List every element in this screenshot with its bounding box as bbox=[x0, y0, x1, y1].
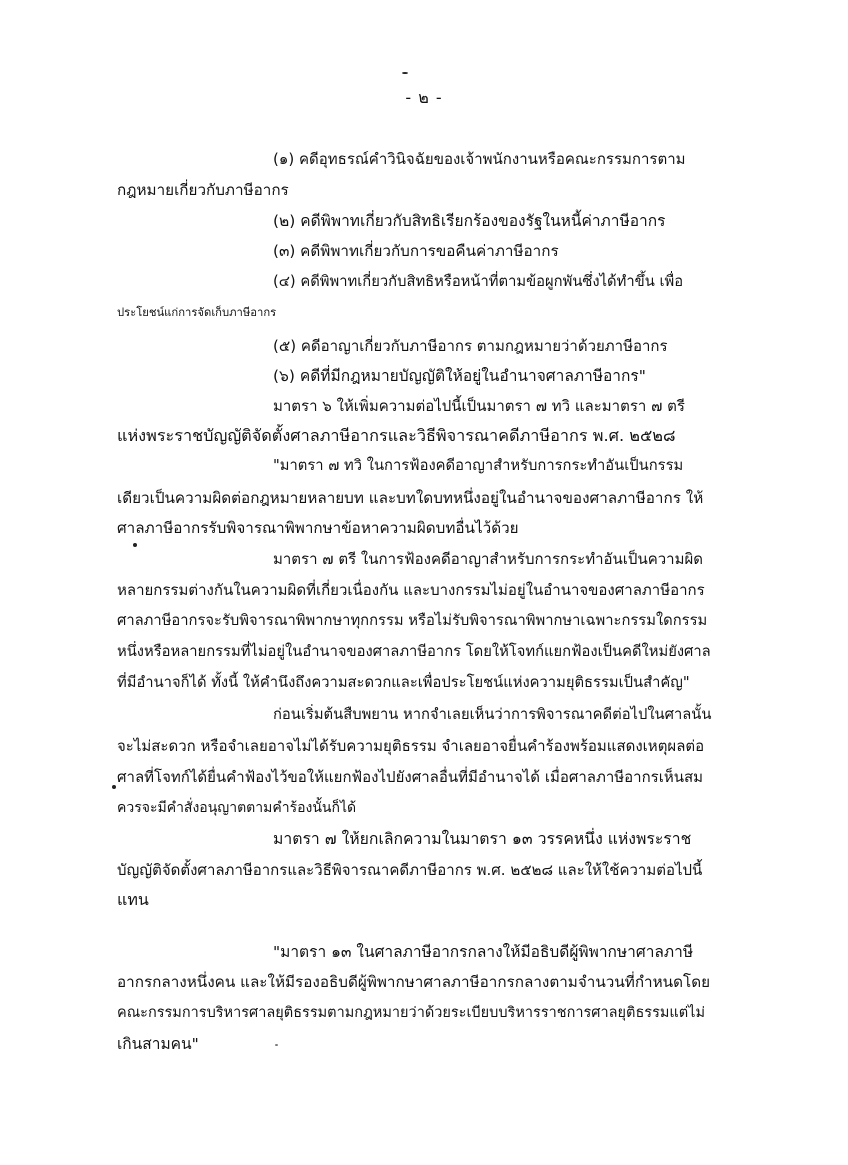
text-line: มาตรา ๖ ให้เพิ่มความต่อไปนี้เป็นมาตรา ๗ ทวิ และมาตรา ๗ ตรี bbox=[273, 397, 685, 415]
text-line: อากรกลางหนึ่งคน และให้มีรองอธิบดีผู้พิพากษาศาลภาษีอากรกลางตามจำนวนที่กำหนดโดย bbox=[117, 973, 711, 991]
text-line: (๕) คดีอาญาเกี่ยวกับภาษีอากร ตามกฎหมายว่าด้วยภาษีอากร bbox=[273, 337, 668, 355]
text-line: แทน bbox=[117, 890, 149, 909]
text-line: (๑) คดีอุทธรณ์คำวินิจฉัยของเจ้าพนักงานหรือคณะกรรมการตาม bbox=[273, 150, 686, 168]
text-line: แห่งพระราชบัญญัติจัดตั้งศาลภาษีอากรและวิธีพิจารณาคดีภาษีอากร พ.ศ. ๒๕๒๘ bbox=[117, 426, 676, 445]
text-line: ประโยชน์แก่การจัดเก็บภาษีอากร bbox=[117, 306, 277, 319]
text-line: มาตรา ๗ ให้ยกเลิกความในมาตรา ๑๓ วรรคหนึ่ง แห่งพระราช bbox=[273, 829, 692, 848]
text-line: "มาตรา ๑๓ ในศาลภาษีอากรกลางให้มีอธิบดีผู้พิพากษาศาลภาษี bbox=[273, 943, 694, 961]
text-line: ศาลที่โจทก์ได้ยื่นคำฟ้องไว้ขอให้แยกฟ้องไปยังศาลอื่นที่มีอำนาจได้ เมื่อศาลภาษีอากรเห็นสม bbox=[117, 768, 704, 786]
text-line: ศาลภาษีอากรจะรับพิจารณาพิพากษาทุกกรรม หรือไม่รับพิจารณาพิพากษาเฉพาะกรรมใดกรรม bbox=[117, 612, 708, 629]
text-line: เกินสามคน" bbox=[117, 1035, 199, 1053]
text-line: เดียวเป็นความผิดต่อกฎหมายหลายบท และบทใดบทหนึ่งอยู่ในอำนาจของศาลภาษีอากร ให้ bbox=[117, 489, 704, 507]
scan-speck bbox=[402, 72, 408, 74]
text-line: ควรจะมีคำสั่งอนุญาตตามคำร้องนั้นก็ได้ bbox=[117, 800, 357, 816]
text-line: กฎหมายเกี่ยวกับภาษีอากร bbox=[117, 181, 289, 199]
text-line: "มาตรา ๗ ทวิ ในการฟ้องคดีอาญาสำหรับการกระทำอันเป็นกรรม bbox=[273, 457, 684, 474]
scan-speck bbox=[133, 543, 137, 547]
text-line: (๓) คดีพิพาทเกี่ยวกับการขอคืนค่าภาษีอากร bbox=[273, 242, 559, 260]
text-line: หนึ่งหรือหลายกรรมที่ไม่อยู่ในอำนาจของศาลภาษีอากร โดยให้โจทก์แยกฟ้องเป็นคดีใหม่ยังศาล bbox=[117, 643, 711, 660]
text-line: ศาลภาษีอากรรับพิจารณาพิพากษาข้อหาความผิดบทอื่นไว้ด้วย bbox=[117, 519, 519, 537]
text-line: ก่อนเริ่มต้นสืบพยาน หากจำเลยเห็นว่าการพิจารณาคดีต่อไปในศาลนั้น bbox=[273, 706, 712, 723]
text-line: หลายกรรมต่างกันในความผิดที่เกี่ยวเนื่องกัน และบางกรรมไม่อยู่ในอำนาจของศาลภาษีอากร bbox=[117, 581, 705, 599]
text-line: มาตรา ๗ ตรี ในการฟ้องคดีอาญาสำหรับการกระทำอันเป็นความผิด bbox=[273, 550, 703, 568]
text-line: บัญญัติจัดตั้งศาลภาษีอากรและวิธีพิจารณาคดีภาษีอากร พ.ศ. ๒๕๒๘ และให้ใช้ความต่อไปนี้ bbox=[117, 861, 703, 879]
scan-speck bbox=[112, 785, 116, 789]
text-line: (๒) คดีพิพาทเกี่ยวกับสิทธิเรียกร้องของรัฐในหนี้ค่าภาษีอากร bbox=[273, 212, 666, 230]
text-line: คณะกรรมการบริหารศาลยุติธรรมตามกฎหมายว่าด้วยระเบียบบริหารราชการศาลยุติธรรมแต่ไม่ bbox=[117, 1005, 706, 1021]
page-number: - ๒ - bbox=[405, 88, 443, 107]
text-line: (๖) คดีที่มีกฎหมายบัญญัติให้อยู่ในอำนาจศาลภาษีอากร" bbox=[273, 367, 646, 385]
text-line: (๔) คดีพิพาทเกี่ยวกับสิทธิหรือหน้าที่ตามข้อผูกพันซึ่งได้ทำขึ้น เพื่อ bbox=[273, 273, 684, 290]
scan-speck bbox=[275, 1044, 278, 1046]
text-line: ที่มีอำนาจก็ได้ ทั้งนี้ ให้คำนึงถึงความสะดวกและเพื่อประโยชน์แห่งความยุติธรรมเป็นสำคัญ" bbox=[117, 674, 690, 691]
text-line: จะไม่สะดวก หรือจำเลยอาจไม่ได้รับความยุติธรรม จำเลยอาจยื่นคำร้องพร้อมแสดงเหตุผลต่อ bbox=[117, 737, 705, 755]
